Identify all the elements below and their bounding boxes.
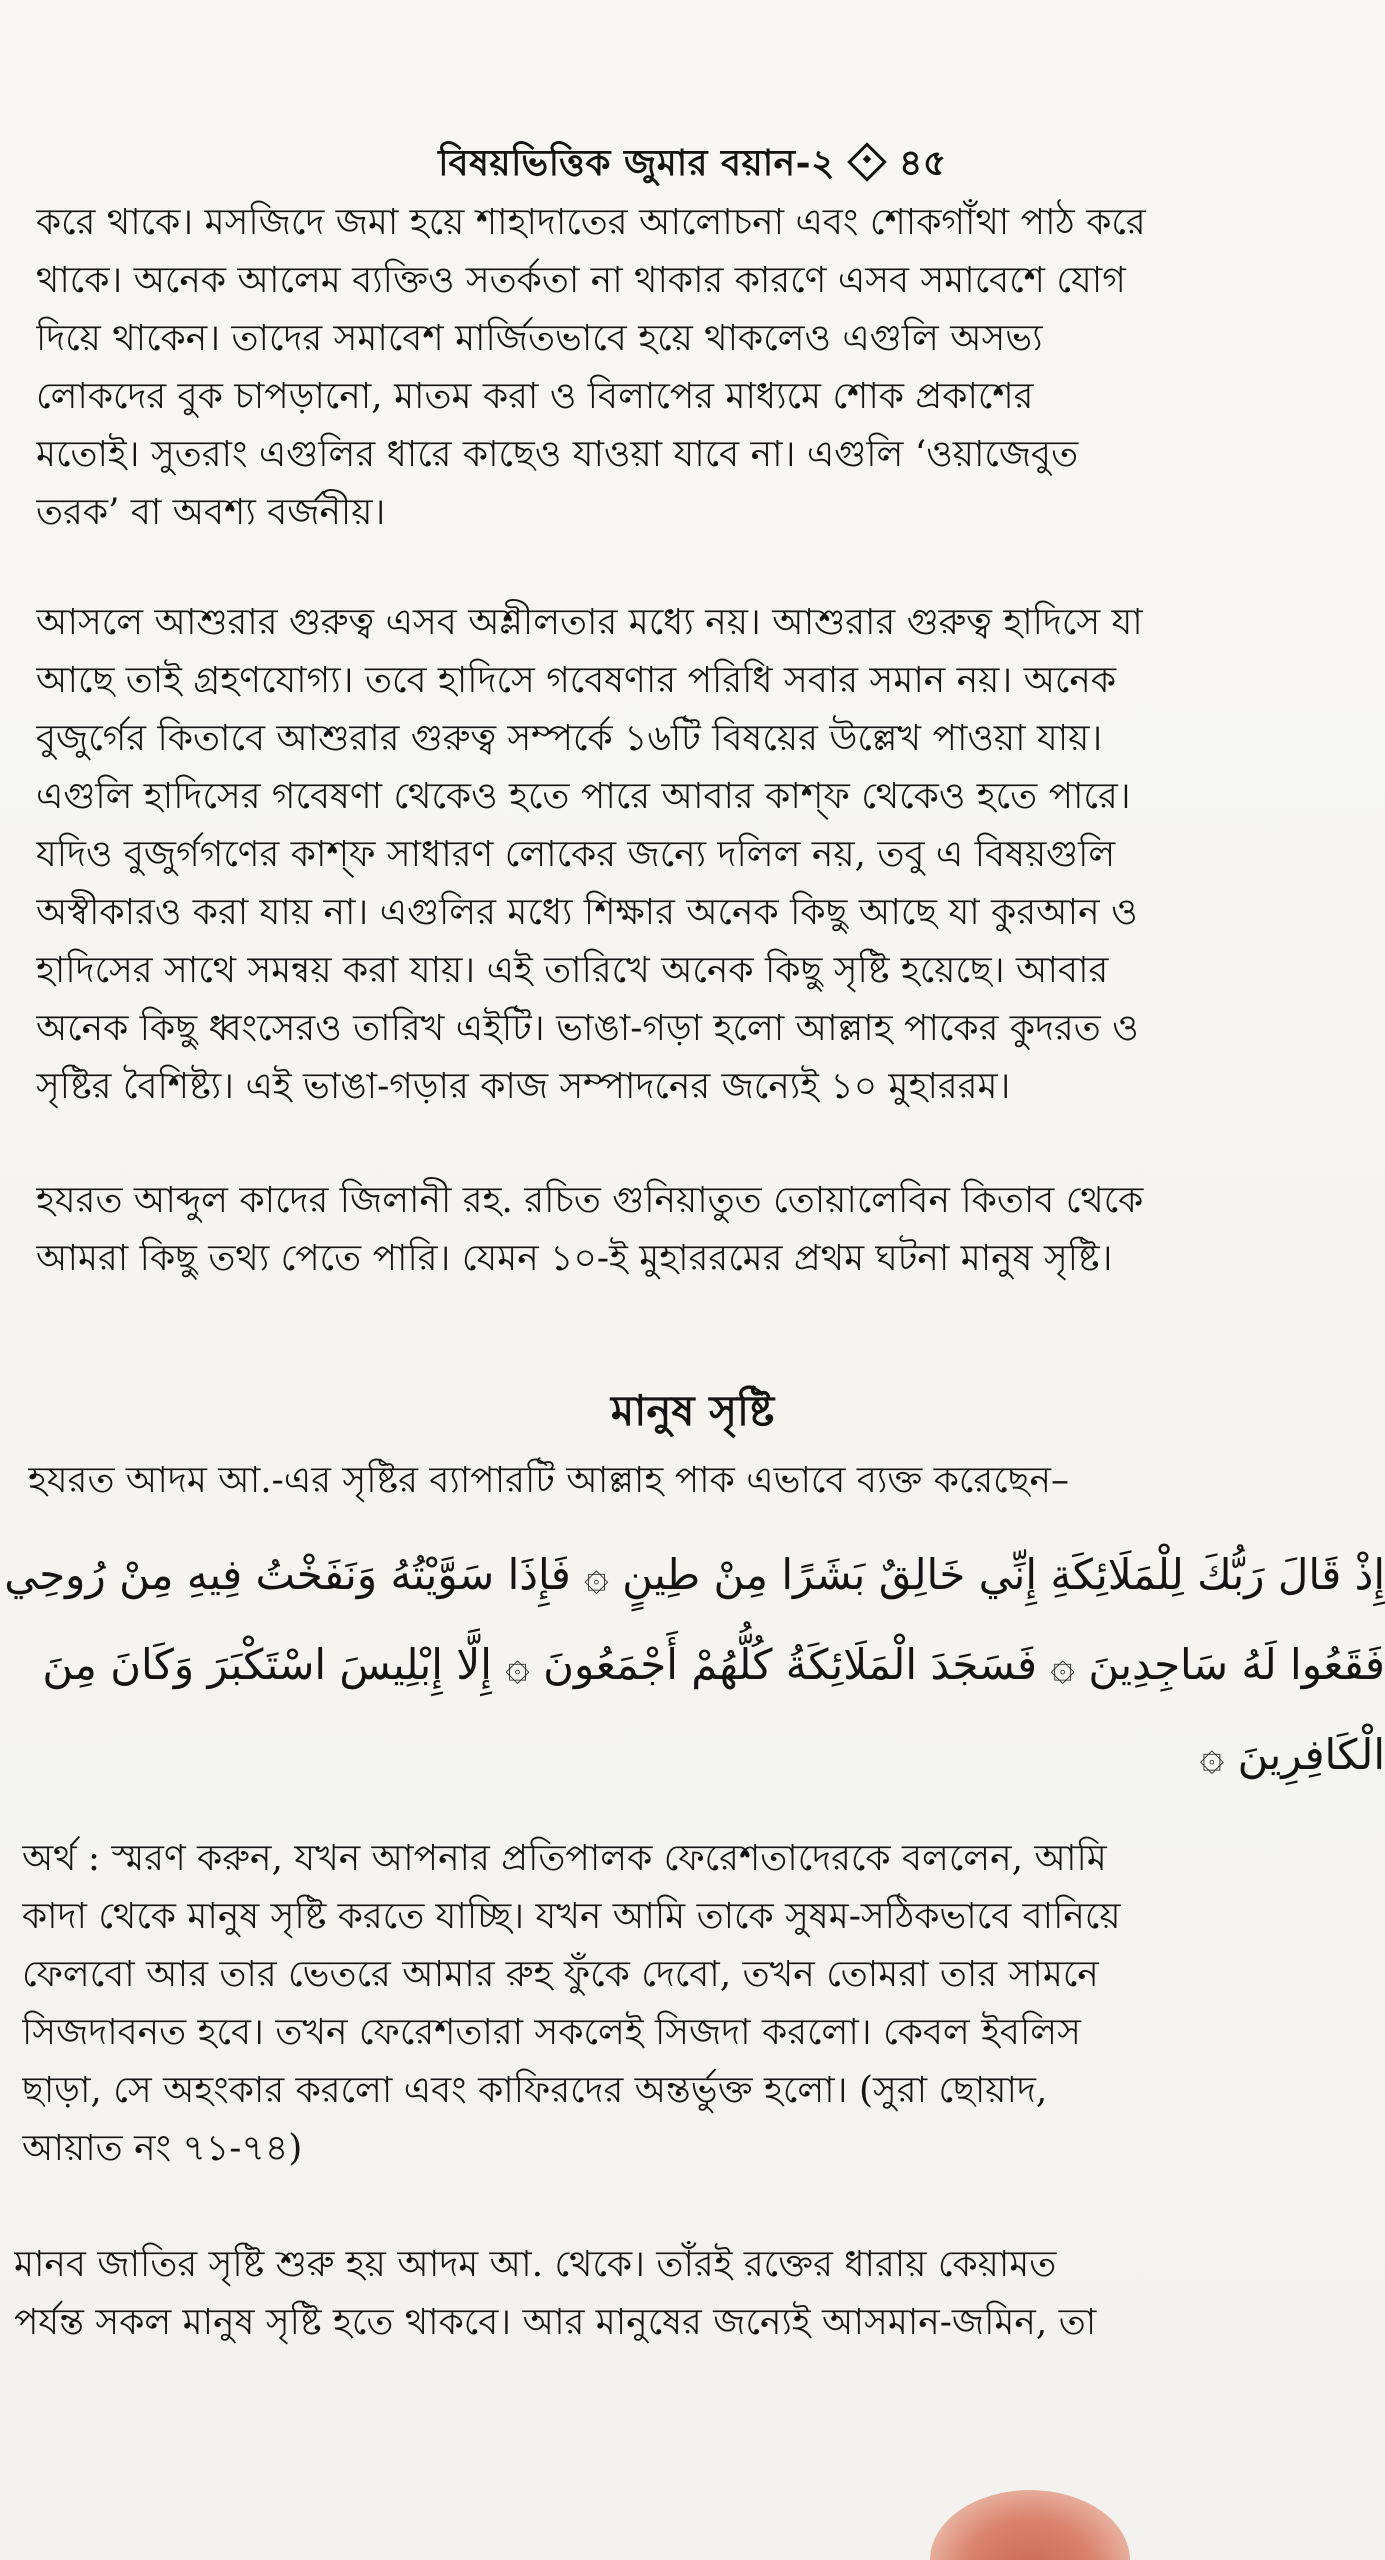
text-line: মানব জাতির সৃষ্টি শুরু হয় আদম আ. থেকে। তাঁরই রক্তের ধারায় কেয়ামত: [14, 2244, 1057, 2285]
text-line: করে থাকে। মসজিদে জমা হয়ে শাহাদাতের আলোচনা এবং শোকগাঁথা পাঠ করে: [36, 202, 1146, 243]
text-line: মতোই। সুতরাং এগুলির ধারে কাছেও যাওয়া যাবে না। এগুলি ‘ওয়াজেবুত: [36, 434, 1079, 475]
text-line: ছাড়া, সে অহংকার করলো এবং কাফিরদের অন্তর্ভুক্ত হলো। (সুরা ছোয়াদ,: [22, 2070, 1048, 2111]
diamond-separator-icon: [847, 142, 887, 182]
paragraph-4: [14, 2236, 1385, 2352]
text-line: আসলে আশুরার গুরুত্ব এসব অশ্লীলতার মধ্যে নয়। আশুরার গুরুত্ব হাদিসে যা: [36, 602, 1143, 643]
arabic-verse: [0, 1530, 1385, 1800]
translation-paragraph: [22, 1830, 1385, 2178]
text-line: লোকদের বুক চাপড়ানো, মাতম করা ও বিলাপের মাধ্যমে শোক প্রকাশের: [36, 376, 1034, 417]
text-line: তরক’ বা অবশ্য বর্জনীয়।: [36, 492, 386, 533]
paragraph-3: [36, 1172, 1385, 1288]
paragraph-2: [36, 594, 1385, 1116]
text-line: হাদিসের সাথে সমন্বয় করা যায়। এই তারিখে অনেক কিছু সৃষ্টি হয়েছে। আবার: [36, 950, 1109, 991]
page-number: ৪৫: [899, 142, 947, 184]
text-line: আমরা কিছু তথ্য পেতে পারি। যেমন ১০-ই মুহাররমের প্রথম ঘটনা মানুষ সৃষ্টি।: [36, 1238, 1113, 1279]
text-line: অনেক কিছু ধ্বংসেরও তারিখ এইটি। ভাঙা-গড়া হলো আল্লাহ পাকের কুদরত ও: [36, 1008, 1139, 1049]
text-line: অর্থ : স্মরণ করুন, যখন আপনার প্রতিপালক ফেরেশতাদেরকে বললেন, আমি: [22, 1838, 1107, 1879]
text-line: এগুলি হাদিসের গবেষণা থেকেও হতে পারে আবার কাশ্‌ফ থেকেও হতে পারে।: [36, 776, 1131, 817]
text-line: আছে তাই গ্রহণযোগ্য। তবে হাদিসে গবেষণার পরিধি সবার সমান নয়। অনেক: [36, 660, 1117, 701]
section-heading: মানুষ সৃষ্টি: [610, 1386, 775, 1435]
intro-line: হযরত আদম আ.-এর সৃষ্টির ব্যাপারটি আল্লাহ পাক এভাবে ব্যক্ত করেছেন–: [28, 1460, 1069, 1501]
text-line: সৃষ্টির বৈশিষ্ট্য। এই ভাঙা-গড়ার কাজ সম্পাদনের জন্যেই ১০ মুহাররম।: [36, 1066, 1011, 1107]
arabic-line: الْكَافِرِينَ ۞: [1199, 1730, 1385, 1779]
paragraph-1: [36, 194, 1385, 542]
header-title: বিষয়ভিত্তিক জুমার বয়ান-২: [438, 142, 836, 184]
text-line: সিজদাবনত হবে। তখন ফেরেশতারা সকলেই সিজদা করলো। কেবল ইবলিস: [22, 2012, 1081, 2053]
text-line: কাদা থেকে মানুষ সৃষ্টি করতে যাচ্ছি। যখন আমি তাকে সুষম-সঠিকভাবে বানিয়ে: [22, 1896, 1121, 1937]
text-line: দিয়ে থাকেন। তাদের সমাবেশ মার্জিতভাবে হয়ে থাকলেও এগুলি অসভ্য: [36, 318, 1043, 359]
text-line: অস্বীকারও করা যায় না। এগুলির মধ্যে শিক্ষার অনেক কিছু আছে যা কুরআন ও: [36, 892, 1138, 933]
running-header: [0, 136, 1385, 196]
text-line: হযরত আব্দুল কাদের জিলানী রহ. রচিত গুনিয়াতুত তোয়ালেবিন কিতাব থেকে: [36, 1180, 1144, 1221]
text-line: আয়াত নং ৭১-৭৪): [22, 2128, 303, 2169]
text-line: পর্যন্ত সকল মানুষ সৃষ্টি হতে থাকবে। আর মানুষের জন্যেই আসমান-জমিন, তা: [14, 2302, 1097, 2343]
text-line: যদিও বুজুর্গগণের কাশ্‌ফ সাধারণ লোকের জন্যে দলিল নয়, তবু এ বিষয়গুলি: [36, 834, 1116, 875]
text-line: বুজুর্গের কিতাবে আশুরার গুরুত্ব সম্পর্কে ১৬টি বিষয়ের উল্লেখ পাওয়া যায়।: [36, 718, 1103, 759]
arabic-line: فَقَعُوا لَهُ سَاجِدِينَ ۞ فَسَجَدَ الْمَلَائِكَةُ كُلُّهُمْ أَجْمَعُونَ ۞ إِلَّا إِبْلِيسَ اسْتَكْبَرَ وَكَانَ مِنَ: [42, 1640, 1385, 1689]
text-line: ফেলবো আর তার ভেতরে আমার রুহ ফুঁকে দেবো, তখন তোমরা তার সামনে: [22, 1954, 1099, 1995]
text-line: থাকে। অনেক আলেম ব্যক্তিও সতর্কতা না থাকার কারণে এসব সমাবেশে যোগ: [36, 260, 1126, 301]
fingertip-in-photo: [930, 2490, 1130, 2560]
arabic-line: إِذْ قَالَ رَبُّكَ لِلْمَلَائِكَةِ إِنِّي خَالِقٌ بَشَرًا مِنْ طِينٍ ۞ فَإِذَا سَوَّيْتُهُ وَنَفَخْتُ فِيهِ مِنْ رُوحِي: [4, 1550, 1385, 1599]
